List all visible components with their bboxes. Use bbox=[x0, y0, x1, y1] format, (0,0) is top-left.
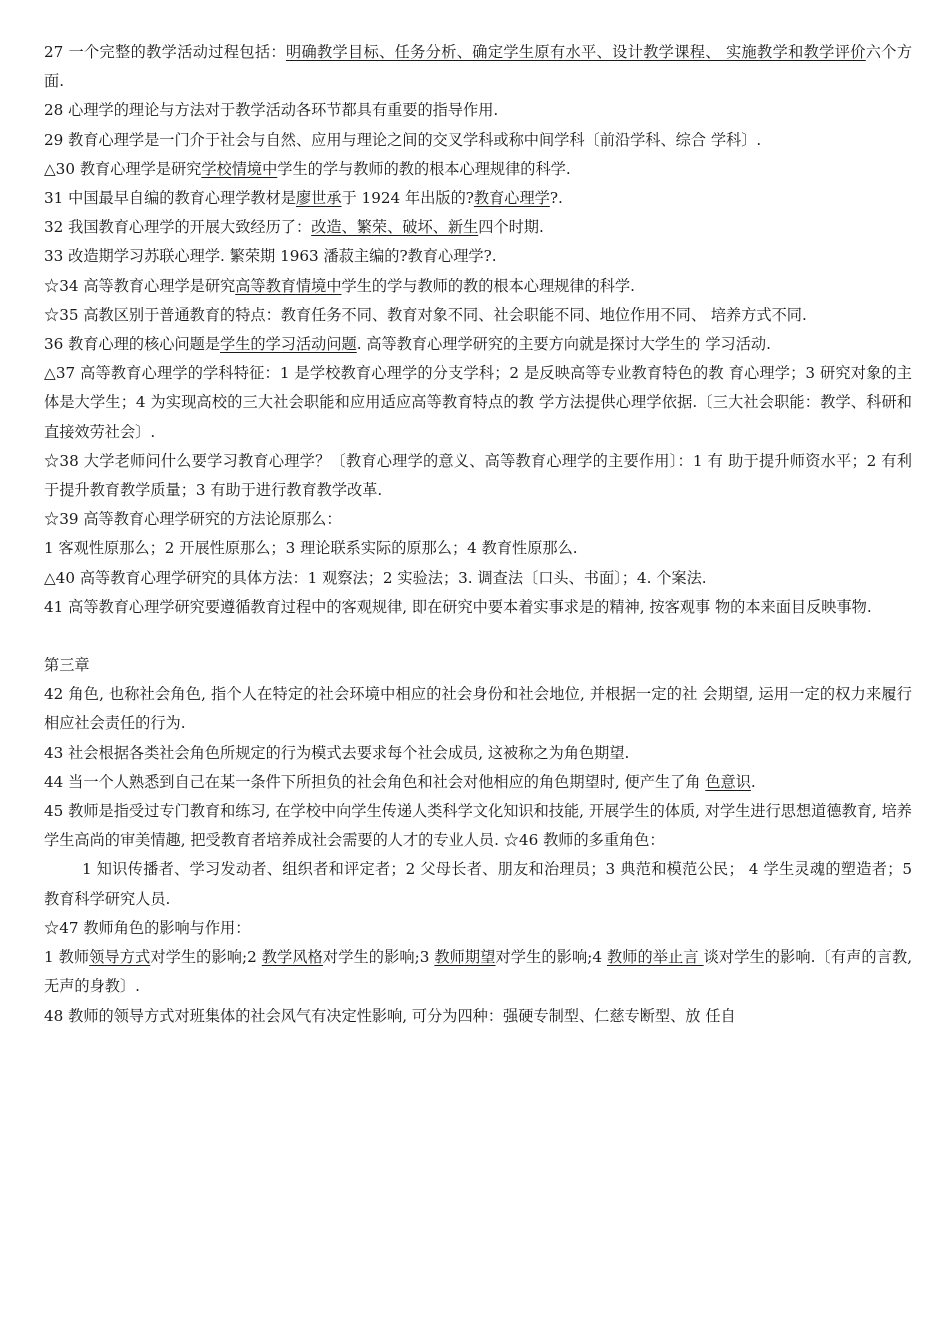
text-segment: 36 教育心理的核心问题是 bbox=[44, 335, 221, 354]
text-segment: 对学生的影响;2 bbox=[150, 948, 262, 967]
text-segment: 于 1924 年出版的? bbox=[341, 189, 474, 208]
paragraph-p39b bbox=[44, 534, 912, 563]
paragraph-p43 bbox=[44, 739, 912, 768]
text-segment: △37 高等教育心理学的学科特征：1 是学校教育心理学的分支学科；2 是反映高等专业教育特色的教 育心理学；3 研究对象的主体是大学生；4 为实现高校的三大社会职能和应用适应高等教育特点的教 学方法提供心理学依据.〔三大社会职能：教学、科研和直接效劳社会〕. bbox=[44, 364, 912, 441]
text-segment: 1 客观性原那么；2 开展性原那么；3 理论联系实际的原那么；4 教育性原那么. bbox=[44, 539, 578, 558]
text-segment: 42 角色, 也称社会角色, 指个人在特定的社会环境中相应的社会身份和社会地位, 并根据一定的社 会期望, 运用一定的权力来履行相应社会责任的行为. bbox=[44, 685, 912, 733]
underlined-term: 色意识 bbox=[705, 772, 751, 791]
paragraph-gap bbox=[44, 622, 912, 651]
paragraph-p41 bbox=[44, 593, 912, 622]
underlined-term: 改造、繁荣、破坏、新生 bbox=[311, 218, 479, 237]
paragraph-p34 bbox=[44, 272, 912, 301]
text-segment: 学生的学与教师的教的根本心理规律的科学. bbox=[341, 276, 635, 295]
text-segment: 31 中国最早自编的教育心理学教材是 bbox=[44, 189, 296, 208]
paragraph-p36 bbox=[44, 330, 912, 359]
underlined-term: 廖世承 bbox=[295, 189, 342, 208]
text-segment: 44 当一个人熟悉到自己在某一条件下所担负的社会角色和社会对他相应的角色期望时, 便产生了角 bbox=[44, 772, 706, 791]
paragraph-p37 bbox=[44, 359, 912, 447]
underlined-term: 学校情境中 bbox=[201, 159, 278, 178]
text-segment: 六个方面. bbox=[44, 43, 913, 91]
paragraph-p27 bbox=[44, 38, 912, 96]
underlined-term: 高等教育情境中 bbox=[235, 276, 342, 295]
text-segment: 48 教师的领导方式对班集体的社会风气有决定性影响, 可分为四种：强硬专制型、仁慈专断型、放 任自 bbox=[44, 1006, 736, 1025]
text-segment: 32 我国教育心理学的开展大致经历了： bbox=[44, 218, 312, 237]
paragraph-p31 bbox=[44, 184, 912, 213]
paragraph-p28 bbox=[44, 96, 912, 125]
underlined-term: 学生的学习活动问题 bbox=[220, 335, 357, 354]
paragraph-p33 bbox=[44, 242, 912, 271]
text-segment: 对学生的影响;4 bbox=[495, 948, 607, 967]
underlined-term: 明确教学目标、任务分析、确定学生原有水平、设计教学课程、 实施教学和教学评价 bbox=[285, 43, 866, 61]
chapter-heading bbox=[44, 651, 912, 680]
paragraph-p39 bbox=[44, 505, 912, 534]
document-page bbox=[44, 38, 912, 1031]
paragraph-p48 bbox=[44, 1002, 912, 1031]
text-segment: △30 教育心理学是研究 bbox=[44, 159, 202, 178]
underlined-term: 教育心理学 bbox=[473, 189, 550, 208]
text-segment: 45 教师是指受过专门教育和练习, 在学校中向学生传递人类科学文化知识和技能, 开展学生的体质, 对学生进行思想道德教育, 培养学生高尚的审美情趣, 把受教育者培养成社会需要的人才的专业人员. ☆46 教师的多重角色： bbox=[44, 802, 912, 850]
paragraph-p47b bbox=[44, 943, 912, 1001]
text-segment: 41 高等教育心理学研究要遵循教育过程中的客观规律, 即在研究中要本着实事求是的精神, 按客观事 物的本来面目反映事物. bbox=[44, 597, 872, 616]
paragraph-p44 bbox=[44, 768, 912, 797]
paragraph-p42 bbox=[44, 680, 912, 738]
text-segment: 29 教育心理学是一门介于社会与自然、应用与理论之间的交叉学科或称中间学科〔前沿学科、综合 学科〕. bbox=[44, 130, 762, 149]
text-segment: ☆35 高教区别于普通教育的特点：教育任务不同、教育对象不同、社会职能不同、地位作用不同、 培养方式不同. bbox=[44, 305, 807, 324]
text-segment: ☆38 大学老师问什么要学习教育心理学？〔教育心理学的意义、高等教育心理学的主要作用〕：1 有 助于提升师资水平；2 有利于提升教育教学质量；3 有助于进行教育教学改革. bbox=[44, 451, 912, 500]
paragraph-p38 bbox=[44, 447, 912, 505]
text-segment: 学生的学与教师的教的根本心理规律的科学. bbox=[277, 159, 571, 178]
text-segment: 1 教师 bbox=[44, 948, 90, 967]
underlined-term: 教学风格 bbox=[261, 948, 323, 967]
text-segment: . 高等教育心理学研究的主要方向就是探讨大学生的 学习活动. bbox=[356, 335, 771, 354]
paragraph-p45 bbox=[44, 797, 912, 855]
paragraph-p32 bbox=[44, 213, 912, 242]
underlined-term: 领导方式 bbox=[89, 948, 151, 967]
underlined-term: 教师期望 bbox=[434, 948, 496, 967]
text-segment: 对学生的影响;3 bbox=[322, 948, 435, 967]
text-segment: ?. bbox=[549, 189, 563, 208]
text-segment: 33 改造期学习苏联心理学. 繁荣期 1963 潘菽主编的?教育心理学?. bbox=[44, 247, 497, 266]
paragraph-p30 bbox=[44, 155, 912, 184]
text-segment: 28 心理学的理论与方法对于教学活动各环节都具有重要的指导作用. bbox=[44, 101, 499, 120]
paragraph-p35 bbox=[44, 301, 912, 330]
paragraph-p46a bbox=[44, 855, 912, 913]
text-segment: 谈对学生的影响.〔有声的言教, 无声的身教〕. bbox=[44, 948, 913, 996]
text-segment: ☆34 高等教育心理学是研究 bbox=[44, 276, 236, 295]
paragraph-p47 bbox=[44, 914, 912, 943]
text-segment: 1 知识传播者、学习发动者、组织者和评定者；2 父母长者、朋友和治理员；3 典范和模范公民； 4 学生灵魂的塑造者；5 教育科学研究人员. bbox=[44, 860, 912, 908]
text-segment: 第三章 bbox=[44, 656, 90, 675]
underlined-term: 教师的举止言 bbox=[606, 948, 704, 967]
text-segment: . bbox=[750, 772, 756, 791]
text-segment: 27 一个完整的教学活动过程包括： bbox=[44, 43, 286, 61]
text-segment: ☆39 高等教育心理学研究的方法论原那么： bbox=[44, 510, 342, 529]
text-segment: 四个时期. bbox=[478, 218, 544, 237]
text-segment: △40 高等教育心理学研究的具体方法：1 观察法；2 实验法；3. 调查法〔口头、书面〕；4. 个案法. bbox=[44, 568, 707, 587]
text-segment: 43 社会根据各类社会角色所规定的行为模式去要求每个社会成员, 这被称之为角色期望. bbox=[44, 743, 630, 762]
paragraph-p40 bbox=[44, 564, 912, 593]
paragraph-p29 bbox=[44, 126, 912, 155]
text-segment: ☆47 教师角色的影响与作用： bbox=[44, 918, 251, 937]
